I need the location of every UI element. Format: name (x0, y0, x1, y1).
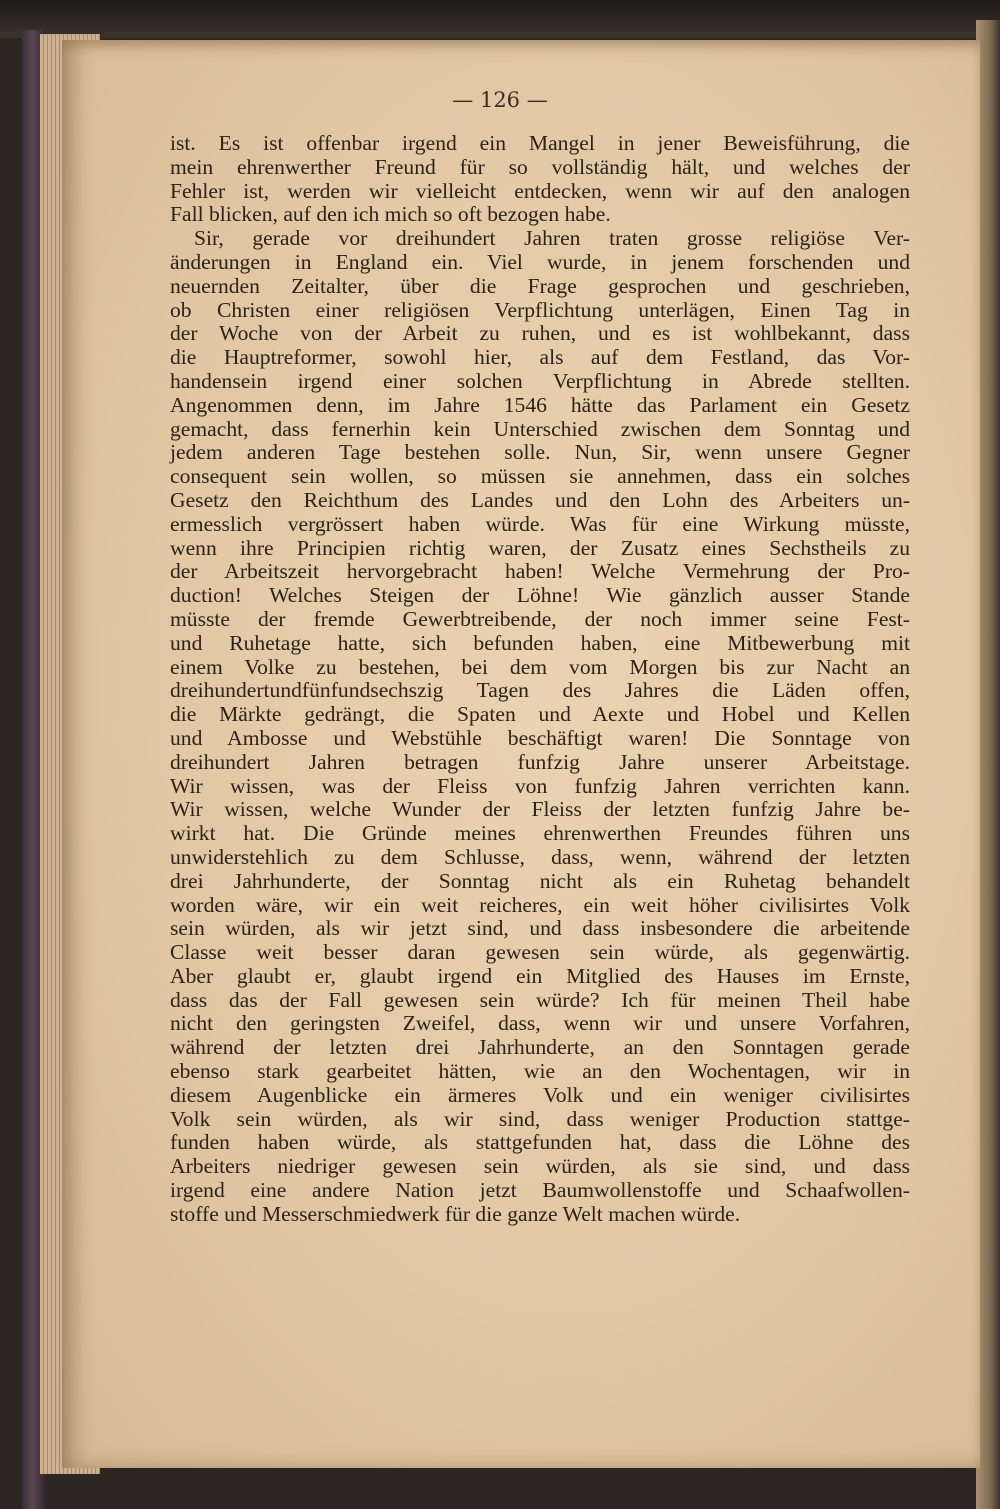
page-body-text (170, 132, 910, 1227)
text-line: ob Christen einer religiösen Verpflichtung unterlägen, Einen Tag in (170, 297, 910, 322)
text-line: worden wäre, wir ein weit reicheres, ein weit höher civilisirtes Volk (170, 892, 910, 917)
text-line: ebenso stark gearbeitet hätten, wie an den Wochentagen, wir in (170, 1059, 910, 1084)
text-line: dreihundert Jahren betragen funfzig Jahre unserer Arbeitstage. (170, 749, 910, 774)
text-line: wenn ihre Principien richtig waren, der Zusatz eines Sechstheils zu (170, 535, 910, 560)
page-number: — 126 — (452, 88, 548, 112)
text-line: dreihundertundfünfundsechszig Tagen des Jahres die Läden offen, (170, 678, 910, 703)
text-line: Wir wissen, was der Fleiss von funfzig Jahren verrichten kann. (170, 773, 910, 798)
text-line: müsste der fremde Gewerbtreibende, der noch immer seine Fest- (170, 606, 910, 631)
text-line: änderungen in England ein. Viel wurde, in jenem forschenden und (170, 249, 910, 274)
text-line: gemacht, dass fernerhin kein Unterschied zwischen dem Sonntag und (170, 416, 910, 441)
text-line: Fehler ist, werden wir vielleicht entdecken, wenn wir auf den analogen (170, 178, 910, 203)
text-line: diesem Augenblicke ein ärmeres Volk und ein weniger civilisirtes (170, 1082, 910, 1107)
text-line: einem Volke zu bestehen, bei dem vom Morgen bis zur Nacht an (170, 654, 910, 679)
text-line: Volk sein würden, als wir sind, dass weniger Production stattge- (170, 1106, 910, 1131)
text-line: und Ambosse und Webstühle beschäftigt waren! Die Sonntage von (170, 725, 910, 750)
text-line: funden haben würde, als stattgefunden hat, dass die Löhne des (170, 1130, 910, 1155)
text-line: Sir, gerade vor dreihundert Jahren traten grosse religiöse Ver- (194, 226, 910, 251)
text-line: irgend eine andere Nation jetzt Baumwollenstoffe und Schaafwollen- (170, 1178, 910, 1203)
text-line: handensein irgend einer solchen Verpflichtung in Abrede stellten. (170, 368, 910, 393)
text-line: nicht den geringsten Zweifel, dass, wenn wir und unsere Vorfahren, (170, 1011, 910, 1036)
text-line: der Woche von der Arbeit zu ruhen, und es ist wohlbekannt, dass (170, 321, 910, 346)
text-line: ist. Es ist offenbar irgend ein Mangel in jener Beweisführung, die (170, 131, 910, 155)
text-line: die Hauptreformer, sowohl hier, als auf dem Festland, das Vor- (170, 345, 910, 370)
text-line: Arbeiters niedriger gewesen sein würden, als sie sind, und dass (170, 1154, 910, 1179)
text-line: und Ruhetage hatte, sich befunden haben, eine Mitbewerbung mit (170, 630, 910, 655)
scan-background (0, 0, 1000, 38)
text-line: neuernden Zeitalter, über die Frage gesprochen und geschrieben, (170, 273, 910, 298)
text-line: Classe weit besser daran gewesen sein würde, als gegenwärtig. (170, 940, 910, 965)
text-line: unwiderstehlich zu dem Schlusse, dass, wenn, während der letzten (170, 844, 910, 869)
text-line: sein würden, als wir jetzt sind, und dass insbesondere die arbeitende (170, 916, 910, 941)
text-line: Angenommen denn, im Jahre 1546 hätte das Parlament ein Gesetz (170, 392, 910, 417)
text-line: wirkt hat. Die Gründe meines ehrenwerthen Freundes führen uns (170, 821, 910, 846)
text-line: jedem anderen Tage bestehen solle. Nun, Sir, wenn unsere Gegner (170, 440, 910, 465)
text-line: Aber glaubt er, glaubt irgend ein Mitglied des Hauses im Ernste, (170, 963, 910, 988)
text-line: während der letzten drei Jahrhunderte, an den Sonntagen gerade (170, 1035, 910, 1060)
text-line: die Märkte gedrängt, die Spaten und Aexte und Hobel und Kellen (170, 702, 910, 727)
text-line: Fall blicken, auf den ich mich so oft bezogen habe. (170, 202, 611, 227)
text-line: mein ehrenwerther Freund für so vollständig hält, und welches der (170, 154, 910, 179)
text-line: stoffe und Messerschmiedwerk für die ganze Welt machen würde. (170, 1201, 741, 1226)
text-line: dass das der Fall gewesen sein würde? Ich für meinen Theil habe (170, 987, 910, 1012)
text-line: consequent sein wollen, so müssen sie annehmen, dass ein solches (170, 464, 910, 489)
text-line: der Arbeitszeit hervorgebracht haben! Welche Vermehrung der Pro- (170, 559, 910, 584)
text-line: Gesetz den Reichthum des Landes und den Lohn des Arbeiters un- (170, 487, 910, 512)
text-line: ermesslich vergrössert haben würde. Was für eine Wirkung müsste, (170, 511, 910, 536)
text-line: drei Jahrhunderte, der Sonntag nicht als ein Ruhetag behandelt (170, 868, 910, 893)
text-line: duction! Welches Steigen der Löhne! Wie gänzlich ausser Stande (170, 583, 910, 608)
text-line: Wir wissen, welche Wunder der Fleiss der letzten funfzig Jahre be- (170, 797, 910, 822)
